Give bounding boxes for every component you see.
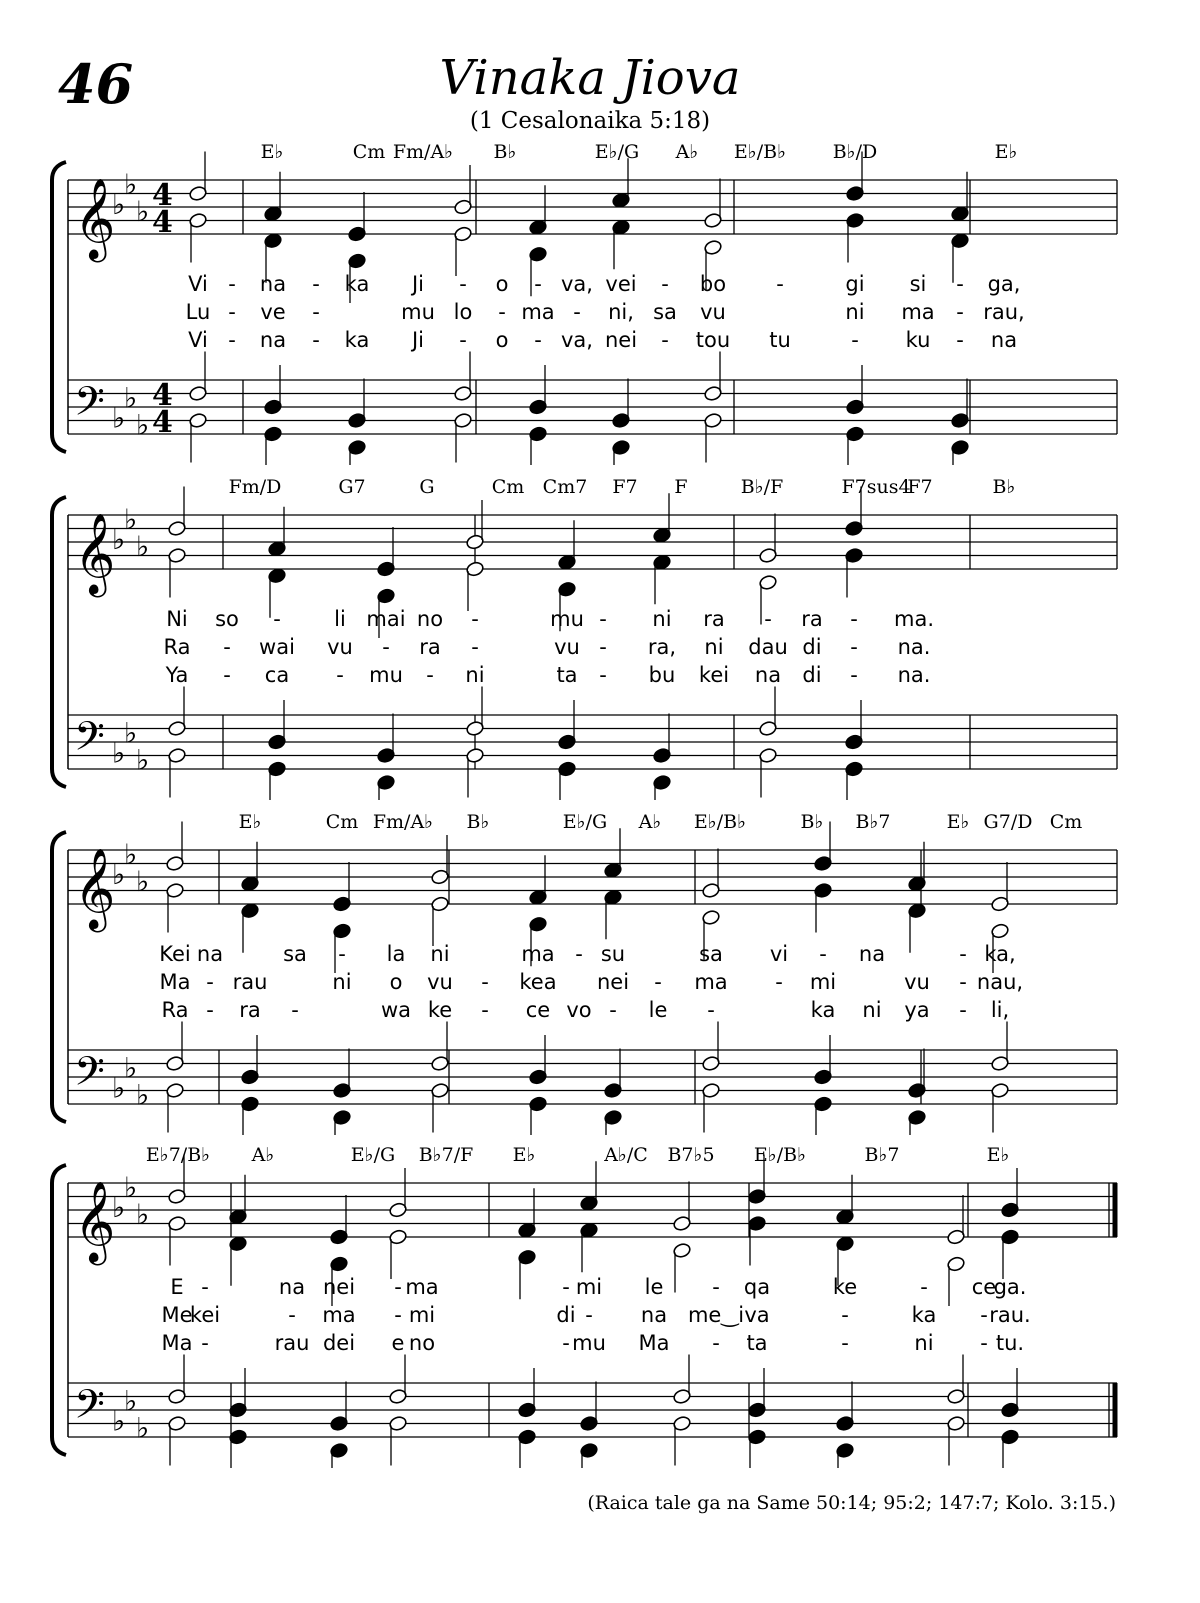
lyric-verse-3: - bbox=[228, 328, 236, 352]
chord-symbol: B♭7 bbox=[855, 811, 891, 833]
lyric-verse-1: la bbox=[386, 942, 406, 966]
lyric-verse-1: si bbox=[909, 272, 927, 296]
lyric-verse-3: - bbox=[312, 328, 320, 352]
lyric-verse-1: ka bbox=[344, 272, 370, 296]
lyric-verse-2: nau, bbox=[976, 970, 1024, 994]
bass-flat-icon: ♭ bbox=[136, 1411, 150, 1445]
lyric-verse-3: - bbox=[562, 1331, 570, 1355]
lyric-verse-2: ka bbox=[911, 1303, 937, 1327]
lyric-verse-2: di bbox=[556, 1303, 576, 1327]
chord-symbol: F7 bbox=[612, 476, 638, 498]
lyric-verse-1: ma bbox=[405, 1275, 439, 1299]
lyric-verse-1: Ni bbox=[166, 607, 188, 631]
lyric-verse-2: kea bbox=[519, 970, 557, 994]
lyric-verse-2: vu bbox=[427, 970, 453, 994]
lyric-verse-3: li, bbox=[990, 998, 1010, 1022]
bass-flat-icon: ♭ bbox=[112, 401, 126, 435]
hymn-title: Vinaka Jiova bbox=[439, 50, 741, 106]
lyric-verse-1: ni bbox=[430, 942, 450, 966]
lyric-verse-1: na bbox=[259, 272, 287, 296]
lyric-verse-1: - bbox=[394, 1275, 402, 1299]
chord-symbol: A♭/C bbox=[604, 1144, 648, 1166]
lyric-verse-1: ce bbox=[971, 1275, 997, 1299]
chord-symbol: B♭ bbox=[493, 141, 517, 163]
lyric-verse-1: ma bbox=[521, 942, 555, 966]
treble-clef-icon: 𝄞 bbox=[74, 177, 116, 259]
lyric-verse-3: - bbox=[707, 998, 715, 1022]
chord-symbol: F bbox=[674, 476, 688, 498]
lyric-verse-3: rau bbox=[274, 1331, 310, 1355]
treble-clef-icon: 𝄞 bbox=[74, 512, 116, 594]
system-bracket bbox=[52, 497, 66, 787]
lyric-verse-1: ga, bbox=[987, 272, 1021, 296]
lyric-verse-1: - bbox=[562, 1275, 570, 1299]
lyric-verse-3: e bbox=[391, 1331, 405, 1355]
chord-symbol: E♭/B♭ bbox=[753, 1144, 807, 1166]
lyric-verse-1: ga. bbox=[993, 1275, 1027, 1299]
lyric-verse-2: ma bbox=[694, 970, 728, 994]
lyric-verse-3: ka bbox=[810, 998, 836, 1022]
chord-symbol: B♭ bbox=[466, 811, 490, 833]
lyric-verse-3: - bbox=[534, 328, 542, 352]
chord-symbol: F7 bbox=[907, 476, 933, 498]
lyric-verse-1: sa bbox=[283, 942, 307, 966]
lyric-verse-1: - bbox=[459, 272, 467, 296]
lyric-verse-1: ra bbox=[801, 607, 823, 631]
lyric-verse-1: - bbox=[959, 942, 967, 966]
lyric-verse-1: ma. bbox=[893, 607, 935, 631]
treble-flat-icon: ♭ bbox=[124, 167, 138, 201]
chord-symbol: Cm bbox=[325, 811, 359, 833]
lyric-verse-3: - bbox=[841, 1331, 849, 1355]
lyric-verse-1: ra bbox=[703, 607, 725, 631]
lyric-verse-2: rau. bbox=[989, 1303, 1031, 1327]
lyric-verse-3: di bbox=[802, 663, 822, 687]
lyric-verse-2: vu bbox=[327, 635, 353, 659]
chord-symbol: B♭ bbox=[992, 476, 1016, 498]
chord-symbol: E♭ bbox=[994, 141, 1018, 163]
scripture-reference: (1 Cesalonaika 5:18) bbox=[469, 108, 711, 134]
lyric-verse-3: ke bbox=[427, 998, 453, 1022]
lyric-verse-1: nei bbox=[322, 1275, 356, 1299]
system-bracket bbox=[52, 1165, 66, 1455]
lyric-verse-1: - bbox=[661, 272, 669, 296]
treble-flat-icon: ♭ bbox=[136, 1197, 150, 1231]
lyric-verse-3: - bbox=[599, 663, 607, 687]
lyric-verse-3: tu bbox=[769, 328, 791, 352]
chord-symbol: Fm/A♭ bbox=[372, 811, 434, 833]
bass-flat-icon: ♭ bbox=[124, 1384, 138, 1418]
chord-symbol: E♭/G bbox=[594, 141, 640, 163]
lyric-verse-2: - bbox=[206, 970, 214, 994]
lyric-verse-3: nei bbox=[604, 328, 638, 352]
chord-symbol: E♭7/B♭ bbox=[145, 1144, 211, 1166]
music-system-3 bbox=[0, 805, 1200, 1135]
lyric-verse-2: - bbox=[573, 300, 581, 324]
lyric-verse-1: vei bbox=[605, 272, 637, 296]
lyric-verse-2: - bbox=[223, 635, 231, 659]
lyric-verse-2: - bbox=[959, 970, 967, 994]
chord-symbol: Fm/A♭ bbox=[392, 141, 454, 163]
treble-flat-icon: ♭ bbox=[136, 194, 150, 228]
chord-symbol: B♭/D bbox=[832, 141, 878, 163]
lyric-verse-1: mai bbox=[366, 607, 406, 631]
lyric-verse-2: ni bbox=[704, 635, 724, 659]
lyric-verse-2: rau, bbox=[983, 300, 1025, 324]
lyric-verse-2: nei bbox=[596, 970, 630, 994]
lyric-verse-2: mi bbox=[809, 970, 837, 994]
lyric-verse-1: va, bbox=[561, 272, 593, 296]
lyric-verse-2: - bbox=[288, 1303, 296, 1327]
treble-flat-icon: ♭ bbox=[112, 1191, 126, 1224]
lyric-verse-1: ka, bbox=[984, 942, 1016, 966]
lyric-verse-3: - bbox=[426, 663, 434, 687]
lyric-verse-3: mu bbox=[572, 1331, 606, 1355]
lyric-verse-3: ni bbox=[862, 998, 882, 1022]
lyric-verse-3: ni bbox=[914, 1331, 934, 1355]
lyric-verse-2: Ma bbox=[159, 970, 191, 994]
chord-symbol: E♭/G bbox=[350, 1144, 396, 1166]
lyric-verse-3: ku bbox=[905, 328, 931, 352]
lyric-verse-2: ma bbox=[322, 1303, 356, 1327]
lyric-verse-2: me‿i bbox=[687, 1303, 745, 1327]
lyric-verse-3: ca bbox=[264, 663, 290, 687]
lyric-verse-1: - bbox=[534, 272, 542, 296]
lyric-verse-3: - bbox=[223, 663, 231, 687]
lyric-verse-1: - bbox=[575, 942, 583, 966]
lyric-verse-1: - bbox=[273, 607, 281, 631]
lyric-verse-1: - bbox=[599, 607, 607, 631]
lyric-verse-3: o bbox=[495, 328, 509, 352]
chord-symbol: G7 bbox=[338, 476, 366, 498]
lyric-verse-1: mu bbox=[550, 607, 584, 631]
lyric-verse-3: na bbox=[754, 663, 782, 687]
lyric-verse-3: wa bbox=[380, 998, 412, 1022]
bass-flat-icon: ♭ bbox=[136, 1078, 150, 1112]
lyric-verse-3: kei bbox=[698, 663, 730, 687]
lyric-verse-2: - bbox=[394, 1303, 402, 1327]
lyric-verse-2: - bbox=[228, 300, 236, 324]
lyric-verse-1: gi bbox=[845, 272, 865, 296]
time-signature-denominator: 4 bbox=[152, 205, 173, 240]
chord-symbol: E♭ bbox=[946, 811, 970, 833]
bass-clef-icon: 𝄢 bbox=[74, 1381, 105, 1438]
lyric-verse-2: - bbox=[471, 635, 479, 659]
lyric-verse-1: E bbox=[170, 1275, 184, 1299]
lyric-verse-1: - bbox=[920, 1275, 928, 1299]
lyric-verse-3: - bbox=[661, 328, 669, 352]
lyric-verse-2: mu bbox=[401, 300, 435, 324]
lyric-verse-2: vu bbox=[700, 300, 726, 324]
lyric-verse-3: na bbox=[990, 328, 1018, 352]
bass-flat-icon: ♭ bbox=[112, 1404, 126, 1438]
treble-clef-icon: 𝄞 bbox=[74, 847, 116, 929]
lyric-verse-3: le bbox=[648, 998, 668, 1022]
lyric-verse-2: - bbox=[481, 970, 489, 994]
lyric-verse-1: bo bbox=[699, 272, 727, 296]
lyric-verse-3: - bbox=[206, 998, 214, 1022]
lyric-verse-2: o bbox=[389, 970, 403, 994]
chord-symbol: Cm bbox=[491, 476, 525, 498]
lyric-verse-1: no bbox=[416, 607, 444, 631]
lyric-verse-3: ka bbox=[344, 328, 370, 352]
lyric-verse-2: ni bbox=[332, 970, 352, 994]
lyric-verse-1: Vi bbox=[188, 272, 208, 296]
lyric-verse-3: ni bbox=[465, 663, 485, 687]
lyric-verse-1: qa bbox=[743, 1275, 771, 1299]
lyric-verse-3: Ma bbox=[161, 1331, 193, 1355]
lyric-verse-2: kei bbox=[189, 1303, 221, 1327]
lyric-verse-3: - bbox=[481, 998, 489, 1022]
lyric-verse-2: ra bbox=[419, 635, 441, 659]
bass-flat-icon: ♭ bbox=[124, 716, 138, 750]
lyric-verse-1: - bbox=[338, 942, 346, 966]
lyric-verse-1: Ji bbox=[411, 272, 425, 296]
chord-symbol: E♭/G bbox=[562, 811, 608, 833]
chord-symbol: F7sus4 bbox=[841, 476, 911, 498]
music-system-4 bbox=[0, 1138, 1200, 1468]
treble-clef-icon: 𝄞 bbox=[74, 1180, 116, 1262]
lyric-verse-3: ya bbox=[904, 998, 930, 1022]
lyric-verse-1: na bbox=[858, 942, 886, 966]
chord-symbol: E♭ bbox=[512, 1144, 536, 1166]
lyric-verse-1: - bbox=[312, 272, 320, 296]
lyric-verse-1: - bbox=[228, 272, 236, 296]
lyric-verse-2: na. bbox=[897, 635, 931, 659]
lyric-verse-1: ke bbox=[832, 1275, 858, 1299]
lyric-verse-2: - bbox=[312, 300, 320, 324]
chord-symbol: A♭ bbox=[638, 811, 662, 833]
chord-symbol: B♭ bbox=[800, 811, 824, 833]
lyric-verse-2: wai bbox=[259, 635, 295, 659]
chord-symbol: B♭7 bbox=[864, 1144, 900, 1166]
lyric-verse-3: ce bbox=[525, 998, 551, 1022]
bass-flat-icon: ♭ bbox=[112, 1071, 126, 1105]
lyric-verse-3: - bbox=[336, 663, 344, 687]
lyric-verse-3: - bbox=[956, 328, 964, 352]
chord-symbol: E♭/B♭ bbox=[733, 141, 787, 163]
lyric-verse-2: vu bbox=[554, 635, 580, 659]
lyric-verse-2: - bbox=[654, 970, 662, 994]
lyric-verse-2: Lu bbox=[185, 300, 211, 324]
lyric-verse-2: sa bbox=[653, 300, 677, 324]
lyric-verse-2: ni bbox=[845, 300, 865, 324]
lyric-verse-1: Kei bbox=[159, 942, 191, 966]
time-signature-numerator: 4 bbox=[152, 378, 173, 413]
lyric-verse-2: rau bbox=[232, 970, 268, 994]
lyric-verse-1: - bbox=[956, 272, 964, 296]
lyric-verse-3: - bbox=[712, 1331, 720, 1355]
lyric-verse-3: - bbox=[609, 998, 617, 1022]
lyric-verse-1: - bbox=[712, 1275, 720, 1299]
treble-flat-icon: ♭ bbox=[124, 502, 138, 536]
lyric-verse-2: Ra bbox=[163, 635, 191, 659]
lyric-verse-3: bu bbox=[648, 663, 676, 687]
lyric-verse-3: ta bbox=[556, 663, 578, 687]
music-system-1 bbox=[0, 135, 1200, 465]
lyric-verse-2: ma bbox=[901, 300, 935, 324]
lyric-verse-2: - bbox=[599, 635, 607, 659]
chord-symbol: E♭/B♭ bbox=[693, 811, 747, 833]
lyric-verse-2: mi bbox=[408, 1303, 436, 1327]
lyric-verse-1: - bbox=[776, 272, 784, 296]
lyric-verse-3: vo bbox=[566, 998, 592, 1022]
lyric-verse-3: - bbox=[291, 998, 299, 1022]
lyric-verse-1: ni bbox=[652, 607, 672, 631]
lyric-verse-3: - bbox=[959, 998, 967, 1022]
lyric-verse-1: - bbox=[819, 942, 827, 966]
lyric-verse-2: dau bbox=[748, 635, 788, 659]
lyric-verse-2: lo bbox=[453, 300, 473, 324]
lyric-verse-2: di bbox=[802, 635, 822, 659]
lyric-verse-3: - bbox=[850, 663, 858, 687]
bass-flat-icon: ♭ bbox=[136, 408, 150, 442]
chord-symbol: E♭ bbox=[986, 1144, 1010, 1166]
lyric-verse-3: dei bbox=[322, 1331, 356, 1355]
lyric-verse-3: Ya bbox=[165, 663, 189, 687]
system-bracket bbox=[52, 162, 66, 452]
treble-flat-icon: ♭ bbox=[136, 864, 150, 898]
lyric-verse-3: - bbox=[980, 1331, 988, 1355]
lyric-verse-1: o bbox=[495, 272, 509, 296]
bass-clef-icon: 𝄢 bbox=[74, 1048, 105, 1105]
treble-flat-icon: ♭ bbox=[112, 523, 126, 556]
chord-symbol: A♭ bbox=[675, 141, 699, 163]
lyric-verse-1: - bbox=[764, 607, 772, 631]
lyric-verse-2: na bbox=[640, 1303, 668, 1327]
lyric-verse-1: na bbox=[196, 942, 224, 966]
lyric-verse-2: Me bbox=[161, 1303, 193, 1327]
lyric-verse-2: - bbox=[956, 300, 964, 324]
lyric-verse-2: ra, bbox=[647, 635, 677, 659]
bass-flat-icon: ♭ bbox=[124, 1051, 138, 1085]
bass-flat-icon: ♭ bbox=[112, 736, 126, 770]
lyric-verse-1: - bbox=[850, 607, 858, 631]
lyric-verse-3: - bbox=[201, 1331, 209, 1355]
treble-flat-icon: ♭ bbox=[124, 837, 138, 871]
bass-flat-icon: ♭ bbox=[136, 743, 150, 777]
treble-flat-icon: ♭ bbox=[112, 858, 126, 891]
chord-symbol: A♭ bbox=[251, 1144, 275, 1166]
chord-symbol: B7♭5 bbox=[667, 1144, 715, 1166]
lyric-verse-1: le bbox=[644, 1275, 664, 1299]
lyric-verse-1: - bbox=[201, 1275, 209, 1299]
hymn-number: 46 bbox=[58, 52, 134, 116]
chord-symbol: Fm/D bbox=[228, 476, 282, 498]
chord-symbol: E♭ bbox=[238, 811, 262, 833]
lyric-verse-3: na. bbox=[897, 663, 931, 687]
chord-symbol: E♭ bbox=[260, 141, 284, 163]
time-signature-numerator: 4 bbox=[152, 178, 173, 213]
chord-symbol: B♭/F bbox=[740, 476, 784, 498]
lyric-verse-2: ni, bbox=[608, 300, 634, 324]
lyric-verse-2: ve bbox=[260, 300, 286, 324]
bass-flat-icon: ♭ bbox=[124, 381, 138, 415]
lyric-verse-3: no bbox=[408, 1331, 436, 1355]
lyric-verse-3: ra bbox=[239, 998, 261, 1022]
lyric-verse-3: ta bbox=[746, 1331, 768, 1355]
chord-symbol: Cm7 bbox=[542, 476, 588, 498]
lyric-verse-1: mi bbox=[575, 1275, 603, 1299]
lyric-verse-3: Vi bbox=[188, 328, 208, 352]
chord-symbol: G bbox=[419, 476, 435, 498]
system-bracket bbox=[52, 832, 66, 1122]
lyric-verse-3: tou bbox=[695, 328, 731, 352]
footer-references: (Raica tale ga na Same 50:14; 95:2; 147:7; Kolo. 3:15.) bbox=[587, 1492, 1116, 1514]
lyric-verse-2: - bbox=[775, 970, 783, 994]
lyric-verse-1: vi bbox=[769, 942, 789, 966]
lyric-verse-2: - bbox=[841, 1303, 849, 1327]
lyric-verse-1: so bbox=[215, 607, 239, 631]
chord-symbol: G7/D bbox=[983, 811, 1033, 833]
bass-clef-icon: 𝄢 bbox=[74, 713, 105, 770]
treble-flat-icon: ♭ bbox=[136, 529, 150, 563]
lyric-verse-2: vu bbox=[904, 970, 930, 994]
bass-clef-icon: 𝄢 bbox=[74, 378, 105, 435]
chord-symbol: B♭7/F bbox=[418, 1144, 474, 1166]
lyric-verse-3: - bbox=[851, 328, 859, 352]
lyric-verse-3: Ra bbox=[161, 998, 189, 1022]
lyric-verse-2: - bbox=[585, 1303, 593, 1327]
lyric-verse-3: Ma bbox=[638, 1331, 670, 1355]
chord-symbol: Cm bbox=[1049, 811, 1083, 833]
time-signature-denominator: 4 bbox=[152, 405, 173, 440]
lyric-verse-1: na bbox=[278, 1275, 306, 1299]
treble-flat-icon: ♭ bbox=[112, 188, 126, 221]
lyric-verse-3: na bbox=[259, 328, 287, 352]
lyric-verse-3: - bbox=[459, 328, 467, 352]
lyric-verse-2: - bbox=[498, 300, 506, 324]
lyric-verse-3: tu. bbox=[995, 1331, 1025, 1355]
lyric-verse-1: - bbox=[471, 607, 479, 631]
chord-symbol: Cm bbox=[352, 141, 386, 163]
lyric-verse-2: ma bbox=[521, 300, 555, 324]
lyric-verse-2: - bbox=[980, 1303, 988, 1327]
music-system-2 bbox=[0, 470, 1200, 800]
lyric-verse-3: Ji bbox=[411, 328, 425, 352]
lyric-verse-2: va bbox=[744, 1303, 770, 1327]
lyric-verse-3: mu bbox=[369, 663, 403, 687]
lyric-verse-3: va, bbox=[561, 328, 593, 352]
lyric-verse-1: li bbox=[334, 607, 346, 631]
lyric-verse-1: sa bbox=[699, 942, 723, 966]
lyric-verse-1: su bbox=[600, 942, 626, 966]
lyric-verse-2: - bbox=[382, 635, 390, 659]
treble-flat-icon: ♭ bbox=[124, 1170, 138, 1204]
lyric-verse-2: - bbox=[850, 635, 858, 659]
